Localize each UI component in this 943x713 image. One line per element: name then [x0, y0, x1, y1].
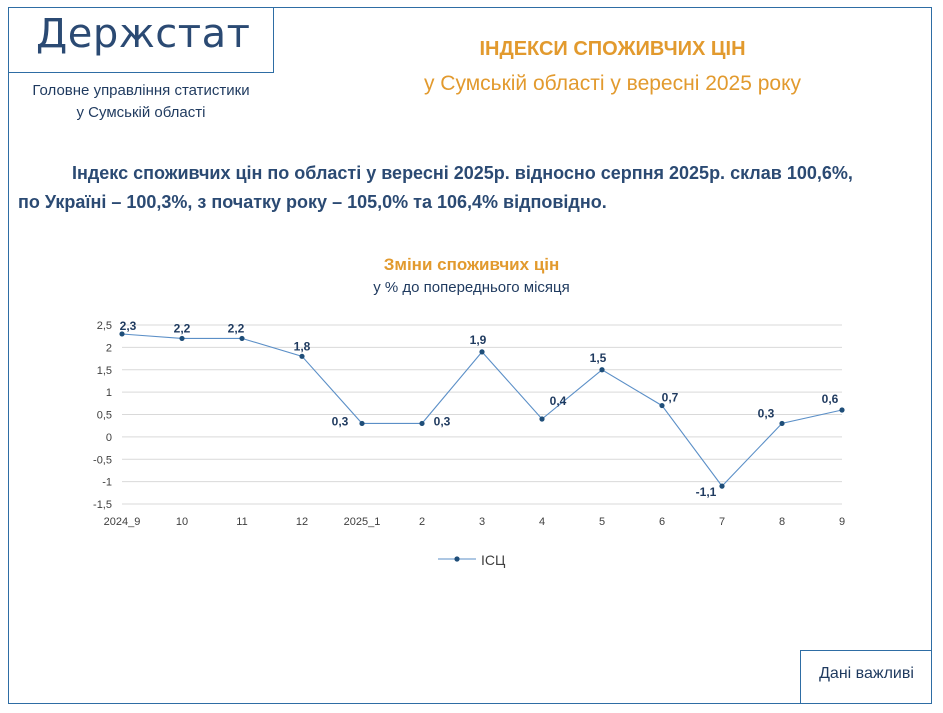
data-label: 1,9 — [469, 332, 487, 347]
y-tick-label: -0,5 — [93, 454, 112, 467]
chart-data-labels — [120, 319, 839, 499]
chart-series — [119, 331, 844, 488]
data-point — [179, 336, 184, 341]
org-name-line-1: Головне управління статистики — [32, 82, 250, 99]
x-tick-label: 4 — [538, 516, 546, 528]
data-label: 2,3 — [119, 318, 137, 333]
data-label: 2,2 — [173, 321, 191, 336]
data-label: 0,3 — [757, 406, 775, 421]
y-tick-label: 2 — [105, 342, 112, 355]
summary-line-2: по Україні – 100,3%, з початку року – 105,0% та 106,4% відповідно. — [18, 192, 607, 212]
data-point — [719, 484, 724, 489]
y-tick-label: 1,5 — [96, 364, 112, 377]
data-label: -1,1 — [695, 485, 717, 500]
y-tick-label: 2,5 — [96, 320, 112, 332]
x-tick-label: 3 — [478, 516, 486, 528]
data-point — [779, 421, 784, 426]
data-point — [599, 367, 604, 372]
data-label: 0,3 — [331, 414, 349, 429]
y-tick-label: -1 — [102, 476, 112, 489]
x-axis-ticks — [104, 516, 845, 528]
data-label: 2,2 — [227, 321, 245, 336]
x-tick-label: 10 — [175, 516, 189, 528]
series-line-isc — [122, 334, 842, 486]
chart-subtitle: у % до попереднього місяця — [373, 279, 570, 296]
x-tick-label: 5 — [598, 516, 606, 528]
data-label: 1,8 — [293, 339, 311, 354]
data-label: 1,5 — [589, 350, 607, 365]
y-tick-label: -1,5 — [93, 499, 112, 511]
chart-legend — [438, 552, 506, 568]
y-tick-label: 0,5 — [96, 409, 112, 422]
legend-label: ІСЦ — [481, 552, 506, 568]
page-title: ІНДЕКСИ СПОЖИВЧИХ ЦІН — [479, 38, 746, 60]
y-tick-label: 1 — [105, 387, 112, 400]
data-point — [419, 421, 424, 426]
data-important-button[interactable]: Дані важливі — [800, 650, 932, 704]
x-tick-label: 7 — [718, 516, 726, 528]
x-tick-label: 8 — [778, 516, 786, 528]
x-tick-label: 2 — [418, 516, 426, 528]
x-tick-label: 2024_9 — [103, 516, 141, 528]
derzhstat-logo: Держстат — [36, 11, 251, 57]
data-point — [479, 349, 484, 354]
legend-marker — [454, 556, 459, 561]
data-label: 0,7 — [661, 390, 679, 405]
x-tick-label: 12 — [295, 516, 309, 528]
data-point — [359, 421, 364, 426]
summary-line-1: Індекс споживчих цін по області у вересні 2025р. відносно серпня 2025р. склав 100,6%, — [72, 163, 853, 183]
data-point — [239, 336, 244, 341]
data-point — [299, 354, 304, 359]
data-label: 0,4 — [549, 393, 567, 408]
data-point — [839, 407, 844, 412]
data-point — [539, 416, 544, 421]
data-label: 0,6 — [821, 392, 839, 407]
chart-title: Зміни споживчих цін — [383, 255, 560, 274]
x-tick-label: 9 — [838, 516, 846, 528]
y-tick-label: 0 — [105, 431, 112, 444]
data-label: 0,3 — [433, 414, 451, 429]
org-name-line-2: у Сумській області — [76, 104, 206, 121]
x-tick-label: 6 — [658, 516, 666, 528]
x-tick-label: 11 — [236, 516, 248, 528]
x-tick-label: 2025_1 — [343, 516, 381, 528]
y-axis-ticks — [93, 320, 112, 511]
page-subtitle: у Сумській області у вересні 2025 року — [423, 72, 802, 95]
